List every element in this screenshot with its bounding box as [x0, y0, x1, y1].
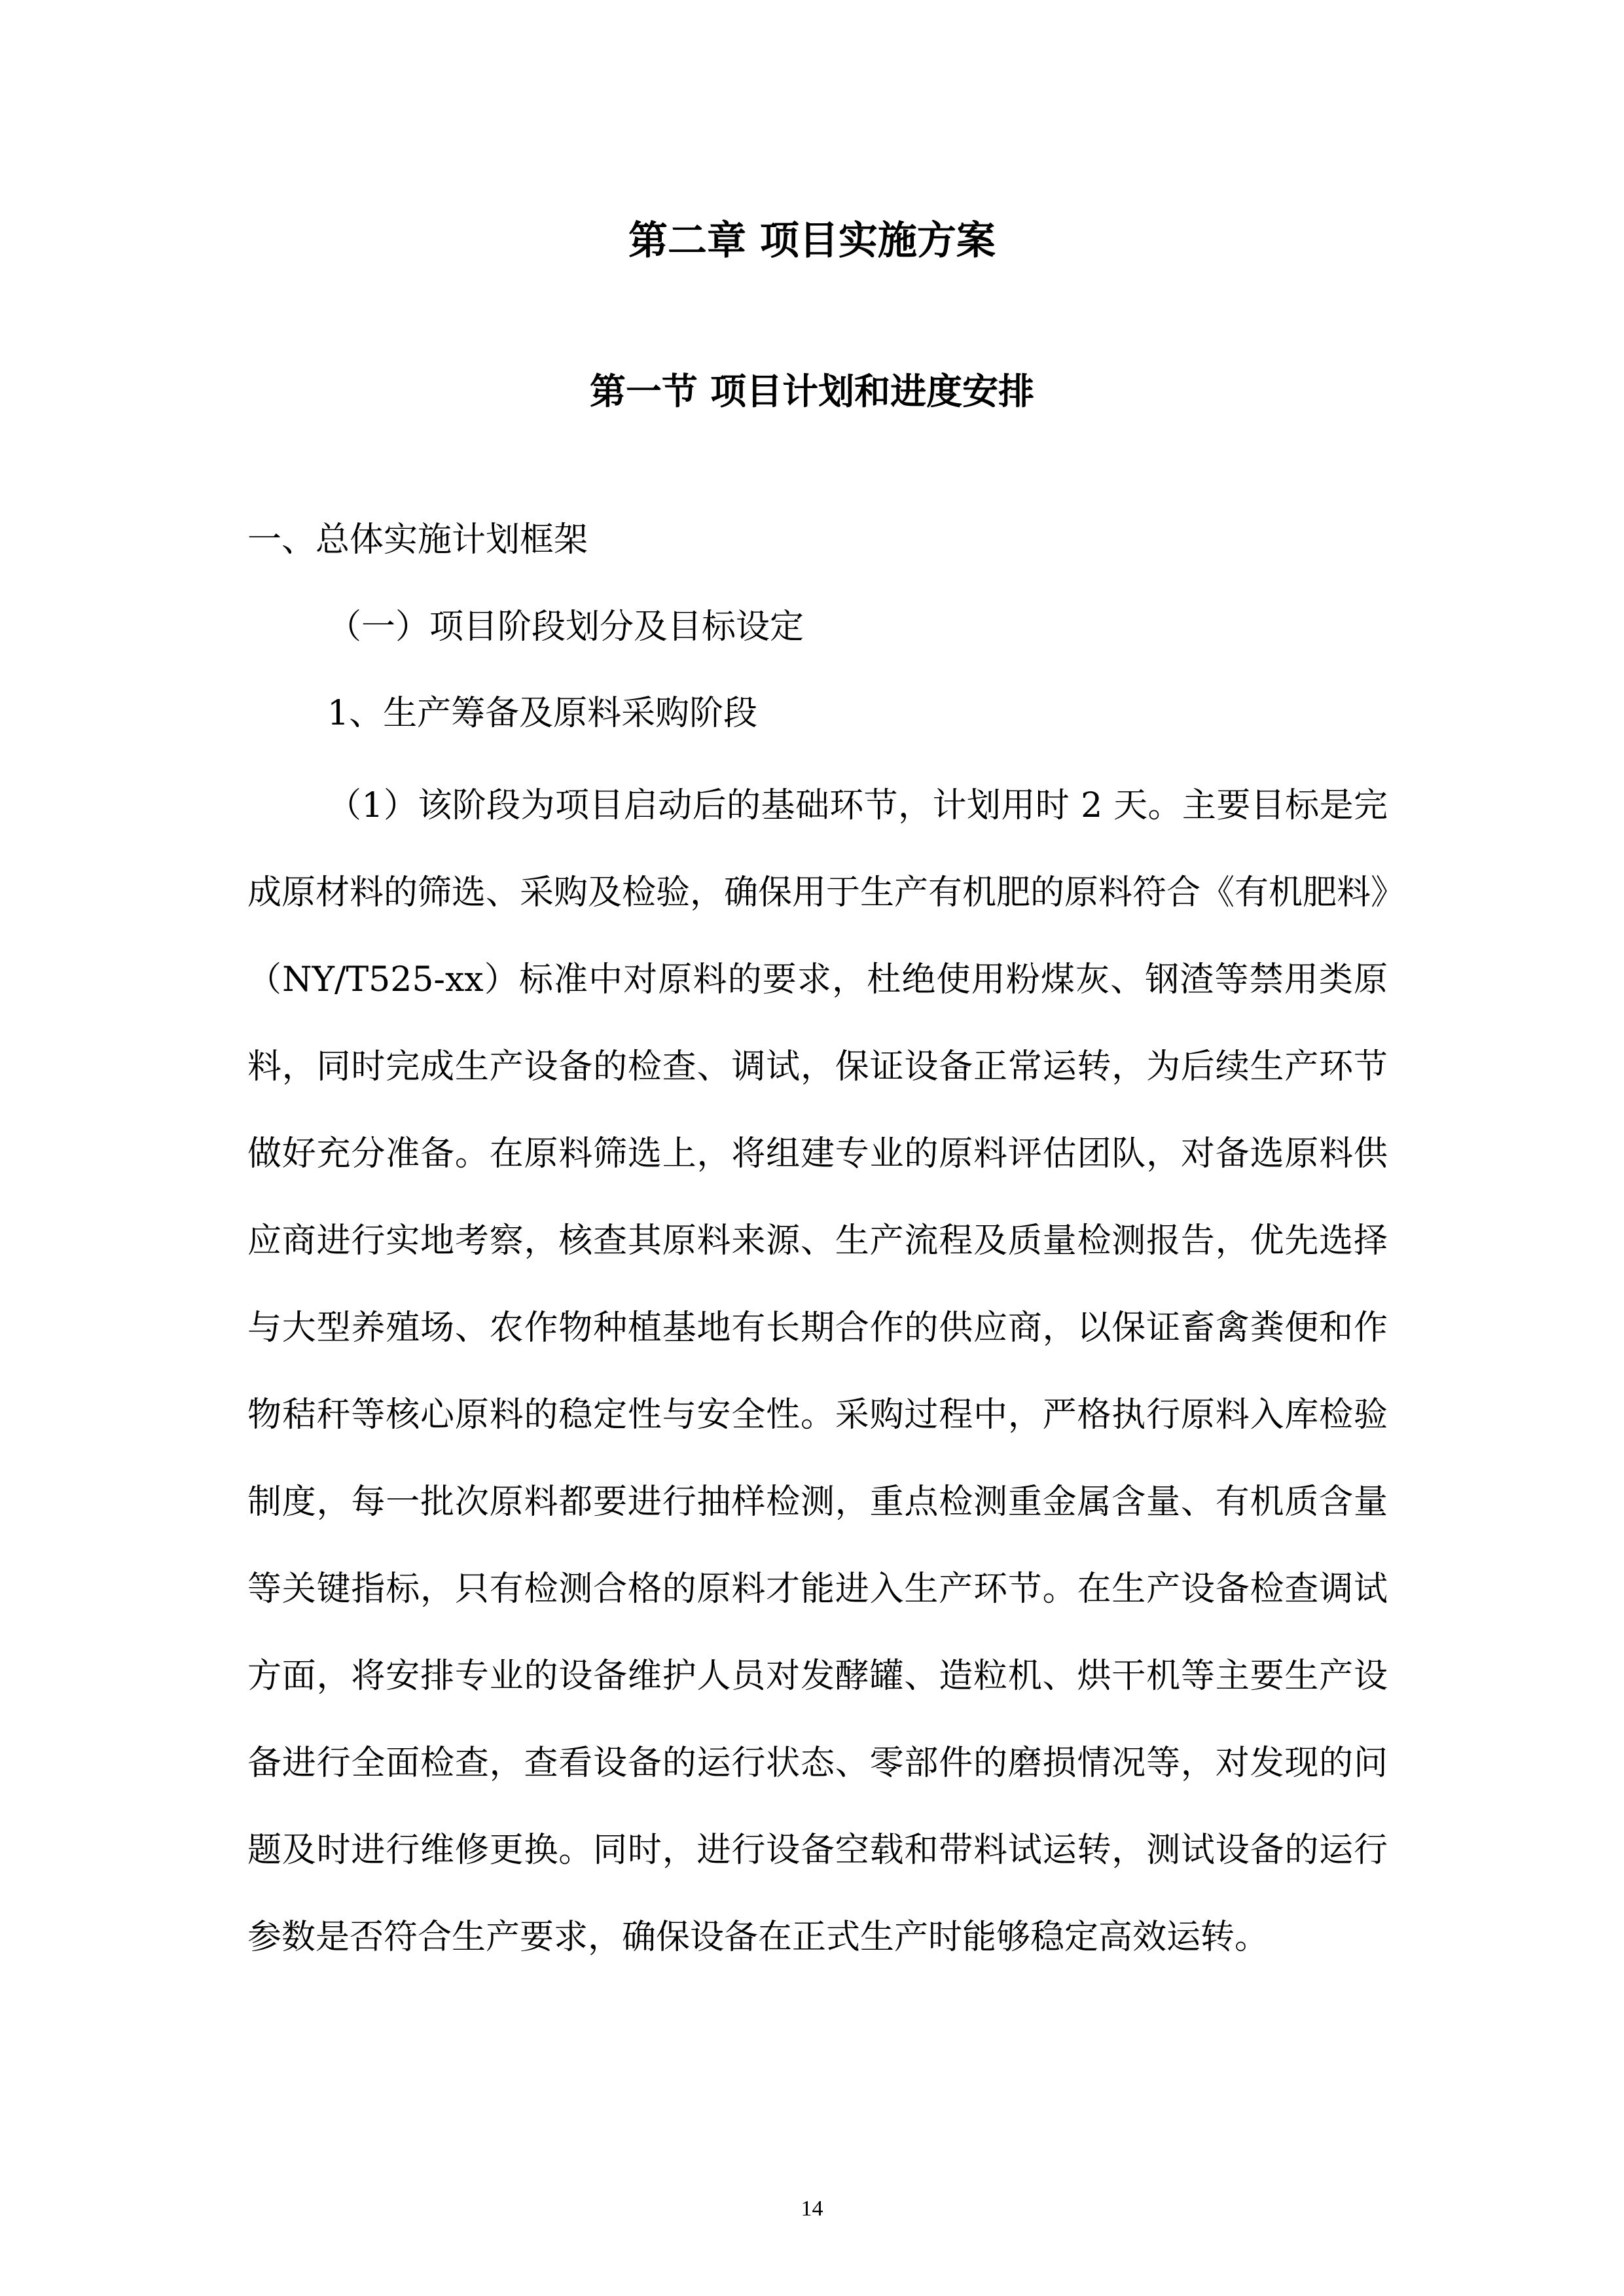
heading-level-2: （一）项目阶段划分及目标设定: [327, 607, 804, 647]
body-paragraph: （1）该阶段为项目启动后的基础环节，计划用时 2 天。主要目标是完成原材料的筛选、采购及检验，确保用于生产有机肥的原料符合《有机肥料》（NY/T525-xx）标准中对原料的要求，杜绝使用粉煤灰、钢渣等禁用类原料，同时完成生产设备的检查、调试，保证设备正常运转，为后续生产环节做好充分准备。在原料筛选上，将组建专业的原料评估团队，对备选原料供应商进行实地考察，核查其原料来源、生产流程及质量检测报告，优先选择与大型养殖场、农作物种植基地有长期合作的供应商，以保证畜禽粪便和作物秸秆等核心原料的稳定性与安全性。采购过程中，严格执行原料入库检验制度，每一批次原料都要进行抽样检测，重点检测重金属含量、有机质含量等关键指标，只有检测合格的原料才能进入生产环节。在生产设备检查调试方面，将安排专业的设备维护人员对发酵罐、造粒机、烘干机等主要生产设备进行全面检查，查看设备的运行状态、零部件的磨损情况等，对发现的问题及时进行维修更换。同时，进行设备空载和带料试运转，测试设备的运行参数是否符合生产要求，确保设备在正式生产时能够稳定高效运转。: [247, 786, 1388, 1957]
heading-level-1: 一、总体实施计划框架: [247, 520, 588, 560]
chapter-title: 第二章 项目实施方案: [628, 218, 996, 264]
section-title: 第一节 项目计划和进度安排: [589, 370, 1035, 412]
page-number: 14: [801, 2197, 823, 2221]
heading-level-3: 1、生产筹备及原料采购阶段: [327, 694, 758, 733]
